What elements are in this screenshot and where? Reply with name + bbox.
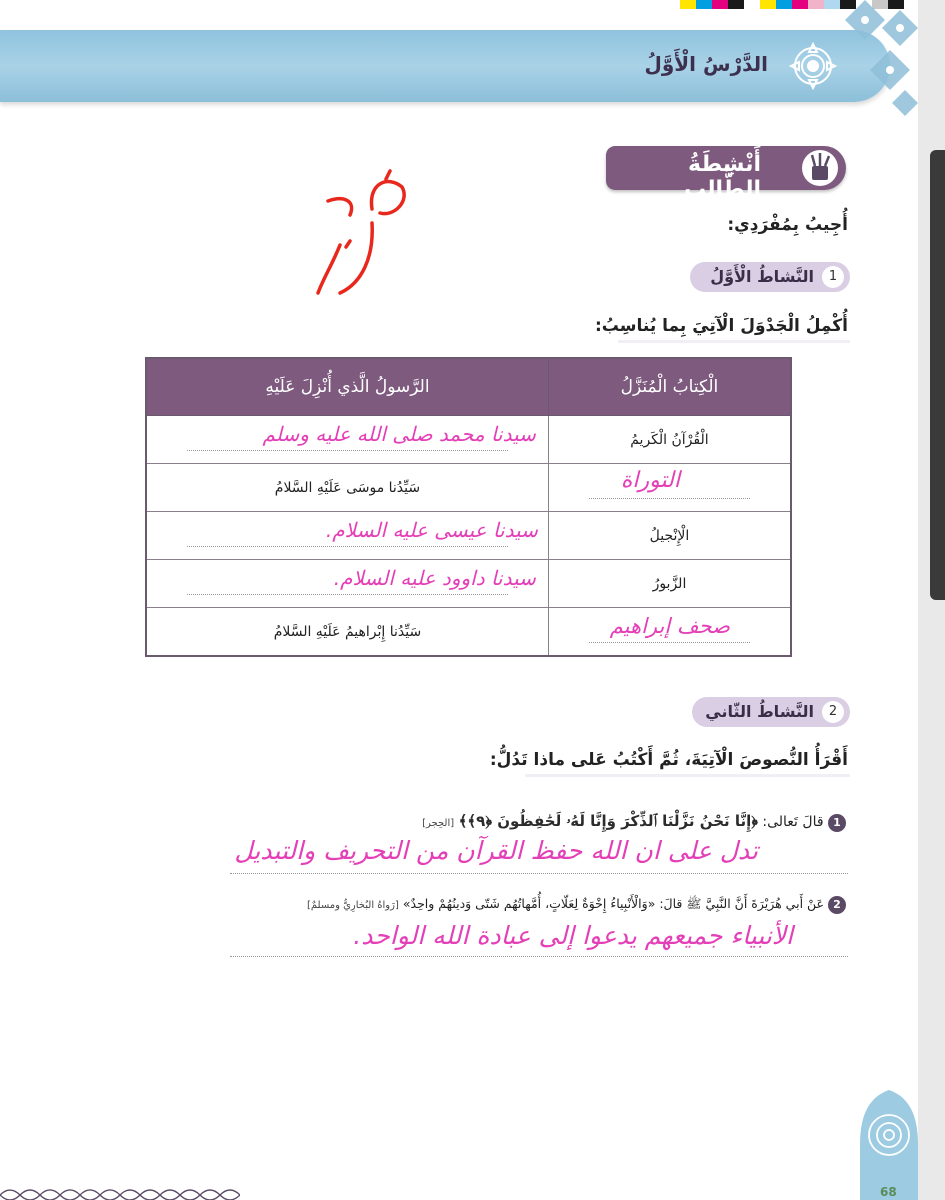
book-cell[interactable] [548, 608, 791, 657]
table-row [146, 608, 791, 657]
prompt-underline [525, 774, 850, 777]
handwritten-answer: صحف إبراهيم [609, 614, 730, 638]
color-swatch [760, 0, 776, 9]
messenger-name: سَيِّدُنا إِبْراهيمُ عَلَيْهِ السَّلامُ [273, 623, 422, 640]
activity1-label: النَّشاطُ الْأَوَّلُ [710, 267, 814, 286]
handwritten-answer: سيدنا عيسى عليه السلام. [325, 518, 538, 542]
answer-line[interactable] [230, 955, 848, 957]
question-intro: قالَ تَعالى: [762, 814, 824, 830]
color-swatch [680, 0, 696, 9]
hadith-source: [رَواهُ البُخارِيُّ ومسلمٌ] [306, 900, 399, 911]
activities-title: أَنْشِطَةُ الطَّالِبِ [683, 152, 761, 202]
handwritten-answer: سيدنا داوود عليه السلام. [333, 566, 536, 590]
answer-line [187, 546, 508, 547]
handwritten-answer: الأنبياء جميعهم يدعوا إلى عبادة الله الواحد. [353, 921, 793, 950]
book-cell[interactable] [548, 464, 791, 512]
book-name: الْإِنْجيلُ [649, 527, 690, 544]
activity1-pill [690, 262, 850, 292]
page-number: 68 [880, 1185, 897, 1199]
color-swatch [824, 0, 840, 9]
messenger-cell [146, 464, 548, 512]
activity1-prompt: أُكْمِلُ الْجَدْوَلَ الْآتِيَ بِما يُناسِبُ: [594, 316, 848, 336]
quran-verse: ﴿إِنَّا نَحْنُ نَزَّلْنَا ٱلذِّكْرَ وَإِنَّا لَهُۥ لَحَٰفِظُونَ ﴿٩﴾﴾ [458, 812, 758, 830]
student-activities-tag [606, 146, 846, 202]
answer-line[interactable] [230, 872, 848, 874]
activity2-number: 2 [822, 701, 844, 723]
book-cell [548, 416, 791, 464]
color-swatch [728, 0, 744, 9]
color-swatch [696, 0, 712, 9]
verse-source: [الحِجر] [422, 818, 455, 829]
corner-pattern-icon [845, 0, 918, 130]
activity2-pill [692, 697, 850, 727]
messenger-name: سَيِّدُنا موسَى عَلَيْهِ السَّلامُ [274, 479, 421, 496]
book-cell [548, 560, 791, 608]
hadith-text: «وَالْأَنْبِياءُ إِخْوَةٌ لِعَلّاتٍ، أُمَّهاتُهُم شَتّى وَدينُهُمْ واحِدٌ» [402, 896, 656, 911]
table-row [146, 512, 791, 560]
lesson-title: الدَّرْسُ الْأَوَّلُ [644, 52, 768, 76]
question-1 [422, 812, 846, 832]
books-messengers-table [145, 357, 792, 657]
answer-line [589, 498, 750, 499]
page-corner-rosette-icon [860, 1090, 918, 1200]
messenger-cell[interactable] [146, 560, 548, 608]
handwritten-answer: سيدنا محمد صلى الله عليه وسلم [262, 422, 536, 446]
book-name: الزَّبورُ [652, 575, 687, 592]
instruction-text: أُجِيبُ بِمُفْرَدِي: [727, 215, 848, 235]
pencil-cup-icon [798, 148, 842, 188]
activity2-prompt: أَقْرَأُ النُّصوصَ الْآتِيَةَ، ثُمَّ أَكْتُبُ عَلى ماذا تَدُلُّ: [489, 750, 848, 770]
activity2-label: النَّشاطُ الثّاني [705, 702, 814, 721]
color-swatch [808, 0, 824, 9]
red-handwritten-mark [310, 165, 415, 300]
answer-line [589, 642, 750, 643]
handwritten-answer: التوراة [620, 468, 680, 493]
book-cell [548, 512, 791, 560]
handwritten-answer: تدل على ان الله حفظ القرآن من التحريف والتبديل [234, 836, 758, 865]
messenger-cell[interactable] [146, 416, 548, 464]
answer-line [187, 450, 508, 451]
messenger-cell[interactable] [146, 512, 548, 560]
messenger-cell [146, 608, 548, 657]
table-row [146, 560, 791, 608]
table-row [146, 416, 791, 464]
color-swatch [792, 0, 808, 9]
header-book: الْكِتابُ الْمُنَزَّلُ [548, 358, 791, 416]
bottom-border-pattern-icon [0, 1183, 240, 1200]
book-name: الْقُرْآنُ الْكَريمُ [630, 431, 709, 448]
question-number: 1 [828, 814, 846, 832]
scroll-handle[interactable] [930, 150, 945, 600]
color-swatch [744, 0, 760, 9]
color-swatch [712, 0, 728, 9]
question-number: 2 [828, 896, 846, 914]
table-row [146, 464, 791, 512]
header-messenger: الرَّسولُ الَّذي أُنْزِلَ عَلَيْهِ [146, 358, 548, 416]
question-2 [307, 896, 846, 915]
question-intro: عَنْ أَبي هُرَيْرَةَ أَنَّ النَّبِيَّ ﷺ قالَ: [659, 896, 825, 911]
activity1-number: 1 [822, 266, 844, 288]
color-swatch [776, 0, 792, 9]
prompt-underline [618, 340, 850, 343]
rosette-ornament-icon [785, 40, 841, 92]
answer-line [187, 594, 508, 595]
